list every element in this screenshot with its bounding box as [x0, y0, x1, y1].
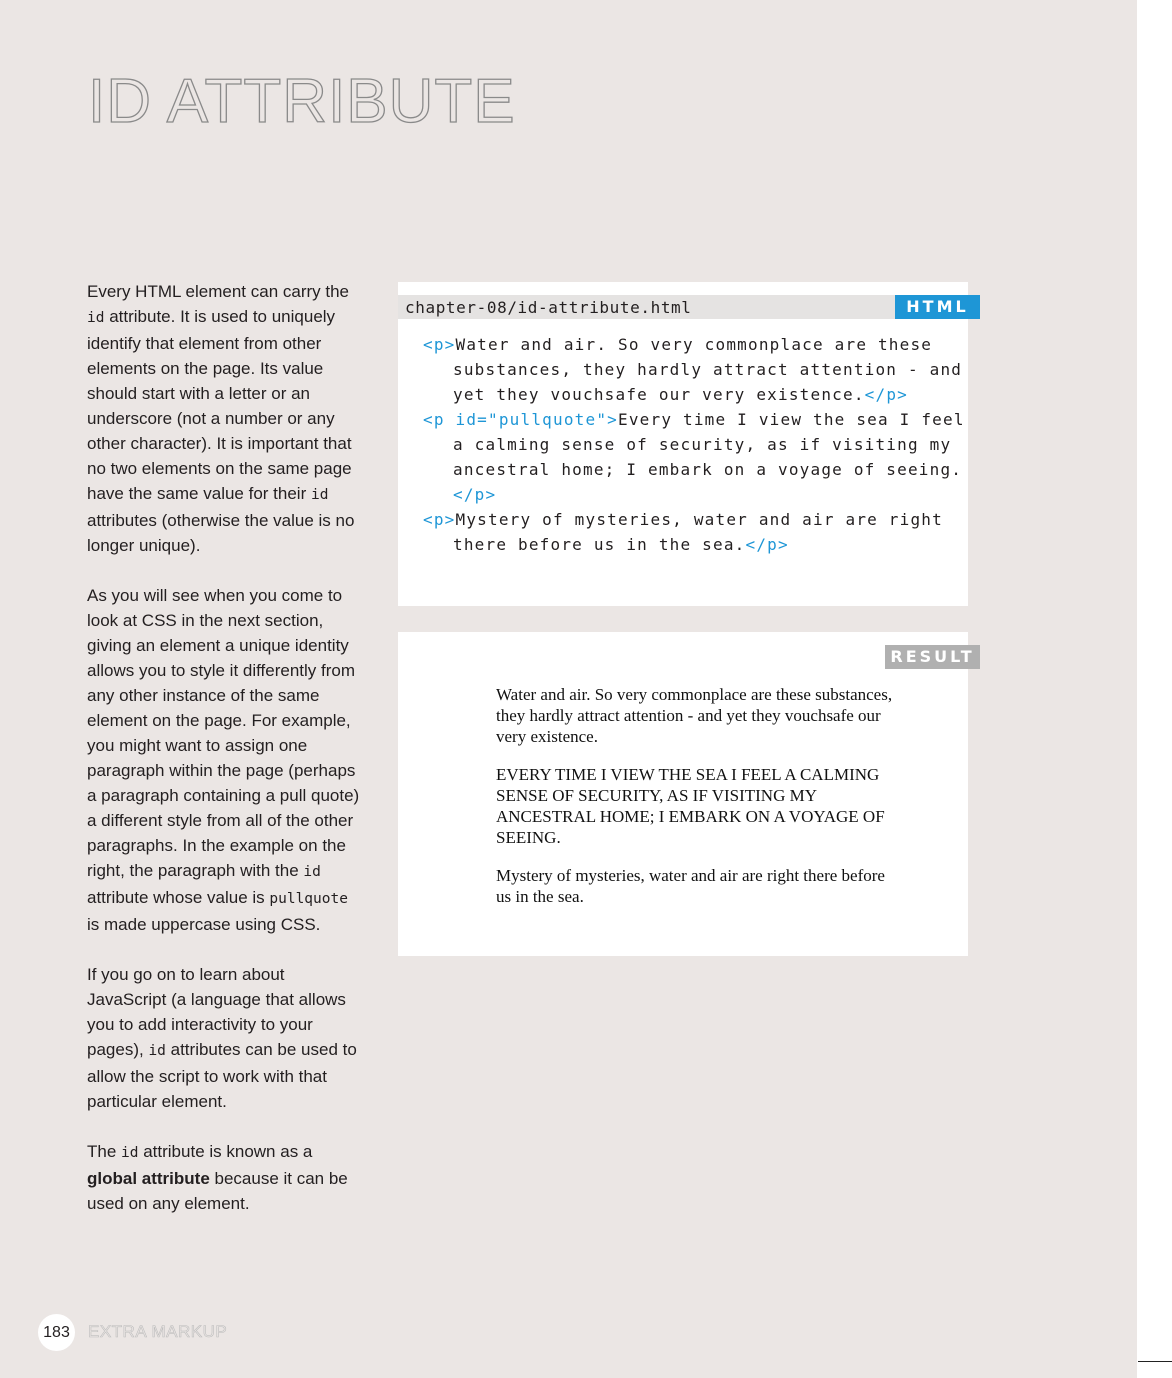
code-tag: </p>: [745, 535, 789, 554]
code-tag: <p>: [423, 335, 456, 354]
code-text: yet they vouchsafe our very existence.: [453, 385, 865, 404]
body-text: [87, 279, 362, 1241]
text-run: attributes can be used to allow the script to work with that particular element.: [87, 1040, 357, 1111]
file-name: chapter-08/id-attribute.html: [405, 298, 692, 317]
code-tag: <p id="pullquote">: [423, 410, 618, 429]
code-text: Every time I view the sea I feel: [618, 410, 965, 429]
body-paragraph-1: [87, 279, 362, 558]
text-run: attribute. It is used to uniquely identify that element from other elements on the page. Its value should start with a letter or an underscore (not a number or any other character). It is important that no two elements on the same page have the same value for their: [87, 307, 352, 503]
rendered-result: [496, 684, 896, 924]
text-run: attribute is known as a: [138, 1142, 313, 1161]
result-panel: [398, 632, 975, 956]
corner-rule: [1138, 1361, 1172, 1362]
html-badge: HTML: [895, 295, 980, 319]
bold-term: global attribute: [87, 1169, 210, 1188]
inline-code: id: [121, 1145, 139, 1161]
code-text: Water and air. So very commonplace are these: [455, 335, 933, 354]
result-pullquote: EVERY TIME I VIEW THE SEA I FEEL A CALMING SENSE OF SECURITY, AS IF VISITING MY ANCESTRAL HOME; I EMBARK ON A VOYAGE OF SEEING.: [496, 765, 885, 847]
code-text: there before us in the sea.: [453, 535, 746, 554]
inline-code: id: [148, 1043, 166, 1059]
text-run: is made uppercase using CSS.: [87, 915, 321, 934]
result-paragraph-3: Mystery of mysteries, water and air are right there before us in the sea.: [496, 866, 885, 906]
code-text: ancestral home; I embark on a voyage of seeing.: [453, 460, 963, 479]
code-text: Mystery of mysteries, water and air are right: [455, 510, 943, 529]
code-panel: [398, 282, 968, 606]
code-line: [423, 507, 965, 532]
code-tag: </p>: [453, 485, 497, 504]
page-title: ID ATTRIBUTE: [88, 67, 516, 136]
body-paragraph-4: [87, 1139, 362, 1216]
text-run: If you go on to learn about JavaScript (a language that allows you to add interactivity to your pages),: [87, 965, 346, 1059]
code-line: [423, 482, 965, 507]
inline-code: id: [87, 310, 105, 326]
text-run: Every HTML element can carry the: [87, 282, 350, 301]
body-paragraph-2: [87, 583, 362, 937]
file-bar: [398, 295, 980, 319]
inline-code: id: [303, 864, 321, 880]
code-tag: <p>: [423, 510, 456, 529]
code-line: [423, 332, 965, 357]
code-line: [423, 382, 965, 407]
code-text: a calming sense of security, as if visiting my: [453, 435, 952, 454]
text-run: attribute whose value is: [87, 888, 270, 907]
text-run: As you will see when you come to look at CSS in the next section, giving an element a unique identity allows you to style it differently from any other instance of the same element on the page. For example, you might want to assign one paragraph within the page (perhaps a paragraph containing a pull quote) a different style from all of the other paragraphs. In the example on the right, the paragraph with the: [87, 586, 360, 880]
code-line: [423, 407, 965, 432]
inline-code: id: [310, 487, 329, 503]
result-paragraph-1: Water and air. So very commonplace are these substances, they hardly attract attention - and yet they vouchsafe our very existence.: [496, 685, 893, 746]
code-line: [423, 457, 965, 482]
inline-code: pullquote: [269, 891, 348, 907]
code-line: [423, 532, 965, 557]
section-label: EXTRA MARKUP: [88, 1322, 228, 1341]
result-badge: RESULT: [885, 645, 980, 669]
code-line: [423, 432, 965, 457]
code-text: substances, they hardly attract attention - and: [453, 360, 963, 379]
text-run: attributes (otherwise the value is no longer unique).: [87, 511, 355, 555]
text-run: because it can be used on any element.: [87, 1169, 348, 1213]
code-line: [423, 357, 965, 382]
text-run: The: [87, 1142, 122, 1161]
code-listing: [423, 332, 965, 557]
page-number: 183: [38, 1314, 75, 1351]
code-tag: </p>: [864, 385, 908, 404]
body-paragraph-3: [87, 962, 362, 1114]
